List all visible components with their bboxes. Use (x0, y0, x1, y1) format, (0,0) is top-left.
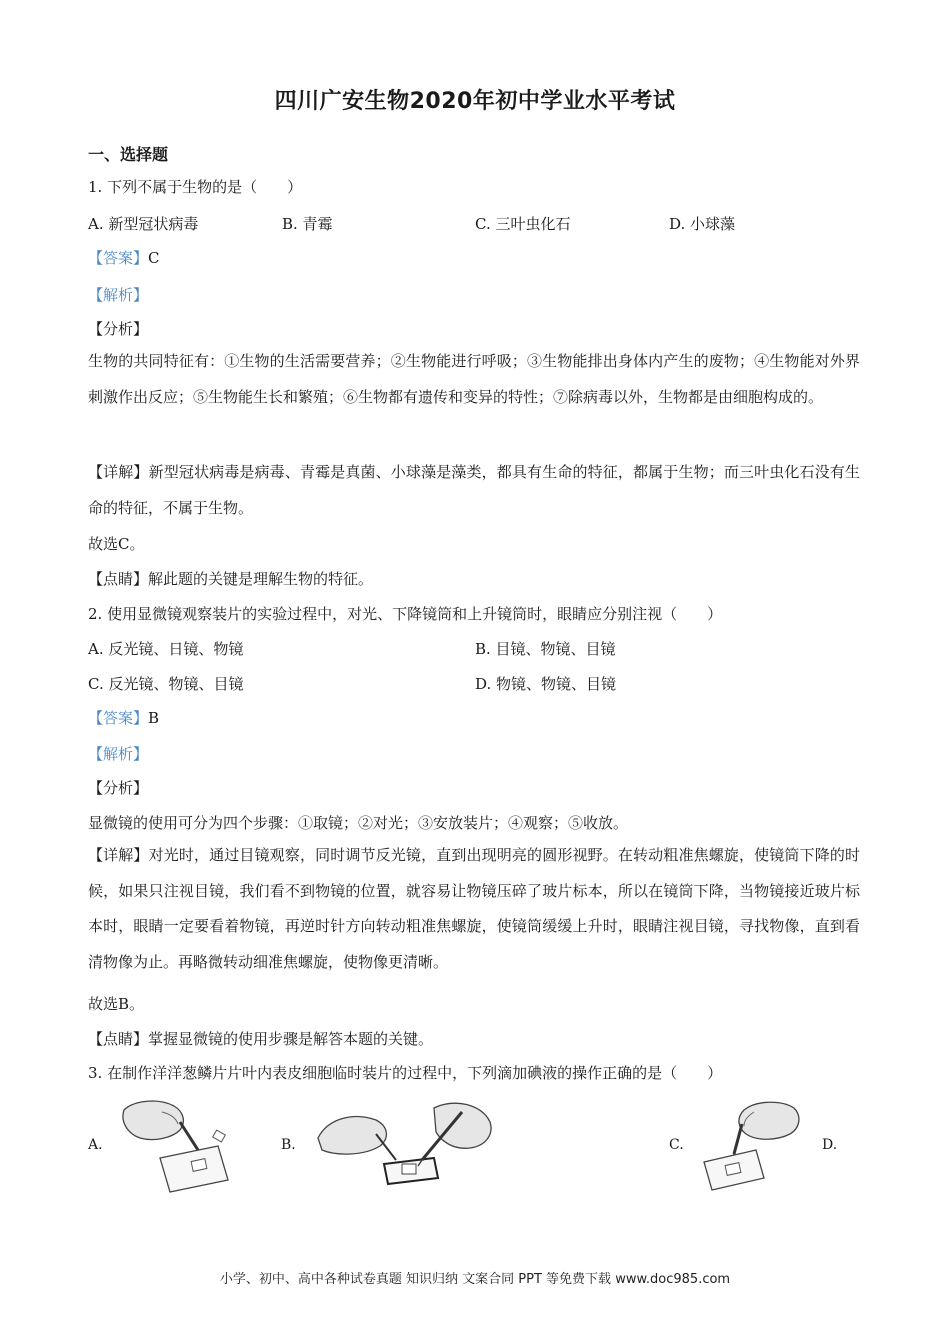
q1-fenxi-tag: 【分析】 (88, 320, 149, 338)
q2-answer (88, 707, 159, 728)
q2-option-a: A. 反光镜、日镜、物镜 (88, 640, 244, 658)
q1-detail (88, 455, 860, 526)
q2-point-text: 掌握显微镜的使用步骤是解答本题的关键。 (148, 1030, 434, 1048)
q2-choose: 故选B。 (88, 995, 145, 1013)
q1-option-d: D. 小球藻 (669, 215, 736, 233)
q3-illustration-b (314, 1098, 494, 1194)
q2-answer-tag: 【答案】 (88, 709, 149, 727)
q3-label-d: D. (822, 1137, 838, 1153)
q3-label-c: C. (669, 1137, 684, 1153)
q1-stem: 1. 下列不属于生物的是（ ） (88, 178, 303, 196)
q2-detail-text: 对光时，通过目镜观察，同时调节反光镜，直到出现明亮的圆形视野。在转动粗准焦螺旋，使镜筒下降的时候，如果只注视目镜，我们看不到物镜的位置，就容易让物镜压碎了玻片标本，所以在镜筒下降，当物镜接近玻片标本时，眼睛一定要看着物镜，再逆时针方向转动粗准焦螺旋，使镜筒缓缓上升时，眼睛注视目镜，寻找物像，直到看清物像为止。再略微转动细准焦螺旋，使物像更清晰。 (88, 846, 860, 971)
q1-detail-text: 新型冠状病毒是病毒、青霉是真菌、小球藻是藻类，都具有生命的特征，都属于生物；而三叶虫化石没有生命的特征，不属于生物。 (88, 463, 860, 517)
q1-option-b: B. 青霉 (282, 215, 333, 233)
q1-answer-tag: 【答案】 (88, 249, 149, 267)
q2-detail (88, 838, 860, 980)
section-heading: 一、选择题 (88, 145, 169, 164)
q2-option-b: B. 目镜、物镜、目镜 (475, 640, 616, 658)
page-title: 四川广安生物2020年初中学业水平考试 (274, 89, 676, 114)
q2-option-d: D. 物镜、物镜、目镜 (475, 675, 617, 693)
q2-point (88, 1028, 433, 1049)
q1-analysis: 生物的共同特征有：①生物的生活需要营养；②生物能进行呼吸；③生物能排出身体内产生的废物；④生物能对外界刺激作出反应；⑤生物能生长和繁殖；⑥生物都有遗传和变异的特性；⑦除病毒以外，生物都是由细胞构成的。 (88, 352, 860, 406)
q2-jiexi-tag: 【解析】 (88, 745, 149, 763)
q1-jiexi-tag: 【解析】 (88, 286, 149, 304)
q1-point-tag: 【点睛】 (88, 570, 149, 588)
q1-option-c: C. 三叶虫化石 (475, 215, 571, 233)
q1-answer-value: C (148, 249, 160, 267)
q1-point-text: 解此题的关键是理解生物的特征。 (148, 570, 374, 588)
q2-detail-tag: 【详解】 (88, 846, 149, 864)
q1-answer (88, 247, 160, 268)
q2-fenxi-tag: 【分析】 (88, 779, 149, 797)
q3-illustration-c (694, 1098, 806, 1194)
q2-option-c: C. 反光镜、物镜、目镜 (88, 675, 244, 693)
q3-illustration-a (114, 1098, 244, 1194)
q3-label-a: A. (88, 1137, 103, 1153)
q1-point (88, 568, 373, 589)
q2-analysis: 显微镜的使用可分为四个步骤：①取镜；②对光；③安放装片；④观察；⑤收放。 (88, 814, 629, 832)
q2-answer-value: B (148, 709, 160, 727)
q3-stem: 3. 在制作洋洋葱鳞片片叶内表皮细胞临时装片的过程中，下列滴加碘液的操作正确的是（ ） (88, 1064, 723, 1082)
q2-point-tag: 【点睛】 (88, 1030, 149, 1048)
q1-detail-tag: 【详解】 (88, 463, 149, 481)
q3-label-b: B. (281, 1137, 296, 1153)
page-footer: 小学、初中、高中各种试卷真题 知识归纳 文案合同 PPT 等免费下载 www.doc985.com (219, 1272, 731, 1287)
q1-option-a: A. 新型冠状病毒 (88, 215, 199, 233)
q1-choose: 故选C。 (88, 535, 145, 553)
q2-stem: 2. 使用显微镜观察装片的实验过程中，对光、下降镜筒和上升镜筒时，眼睛应分别注视（ ） (88, 605, 723, 623)
